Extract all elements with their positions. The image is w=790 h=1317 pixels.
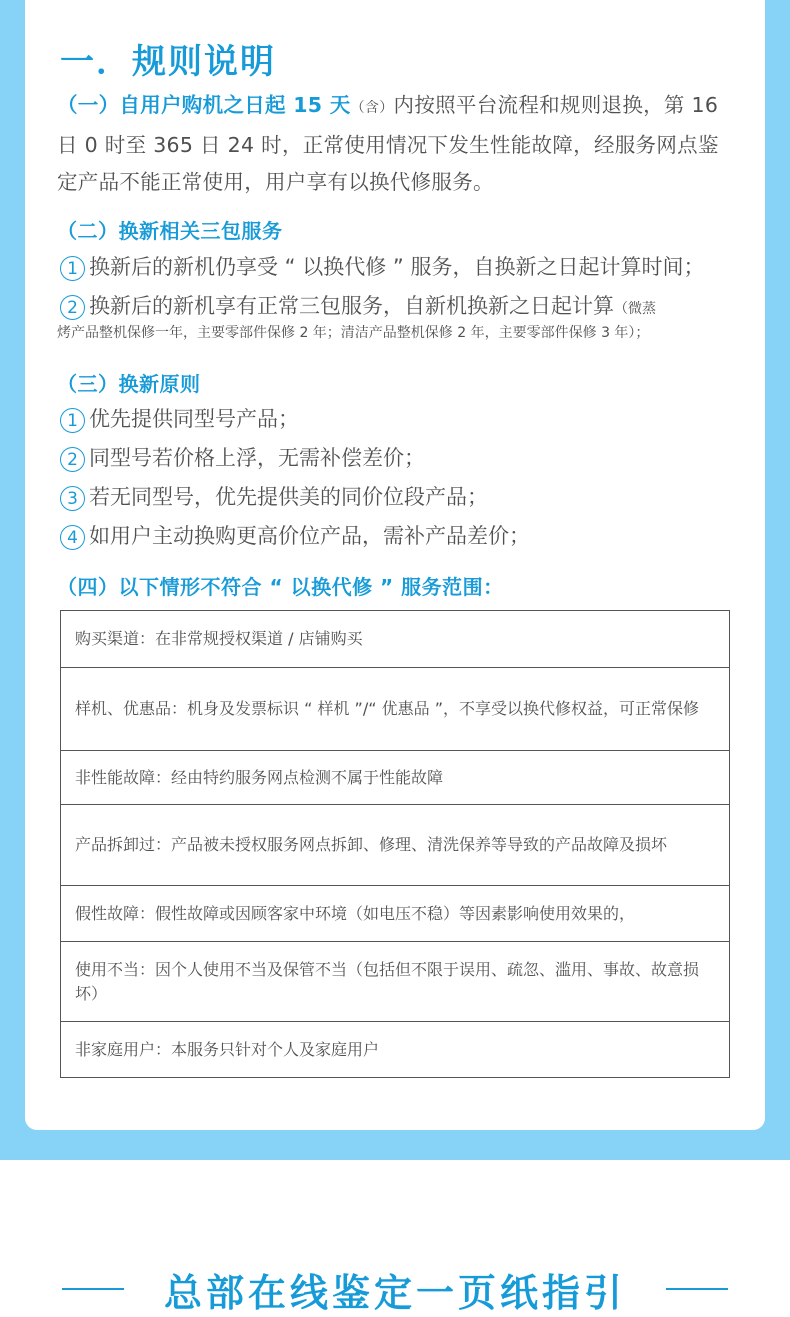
table-row xyxy=(61,611,730,668)
footer-title: 总部在线鉴定一页纸指引 xyxy=(163,1271,626,1315)
part2-note: 烤产品整机保修一年，主要零部件保修 2 年；清洁产品整机保修 2 年，主要零部件保修 3 年）； xyxy=(57,325,650,341)
exclusions-table xyxy=(60,610,730,1078)
table-row xyxy=(61,942,730,1022)
circled-number-2: 2 xyxy=(60,447,85,472)
part3-item-1-text: 优先提供同型号产品； xyxy=(89,407,299,431)
table-cell: 购买渠道：在非常规授权渠道 / 店铺购买 xyxy=(61,611,730,668)
table-row xyxy=(61,886,730,942)
table-row xyxy=(61,805,730,886)
part2-item-1-text: 换新后的新机仍享受 “ 以换代修 ” 服务，自换新之日起计算时间； xyxy=(89,255,705,279)
table-cell: 非家庭用户：本服务只针对个人及家庭用户 xyxy=(61,1022,730,1078)
footer-divider-right xyxy=(666,1288,728,1290)
circled-number-1: 1 xyxy=(60,256,85,281)
table-cell: 产品拆卸过：产品被未授权服务网点拆卸、修理、清洗保养等导致的产品故障及损坏 xyxy=(61,805,730,886)
part2-item-2-text: 换新后的新机享有正常三包服务，自新机换新之日起计算 xyxy=(89,294,614,318)
part3-item-4-text: 如用户主动换购更高价位产品，需补产品差价； xyxy=(89,524,530,548)
circled-number-4: 4 xyxy=(60,525,85,550)
part3-title: （三）换新原则 xyxy=(57,372,201,396)
circled-number-2: 2 xyxy=(60,295,85,320)
part4-title: （四）以下情形不符合 “ 以换代修 ” 服务范围： xyxy=(57,575,504,599)
part3-item-2 xyxy=(60,445,425,472)
part3-item-3 xyxy=(60,484,488,511)
part2-item-2 xyxy=(60,293,656,322)
part1-paragraph xyxy=(57,87,737,201)
part3-item-4 xyxy=(60,523,530,550)
circled-number-1: 1 xyxy=(60,408,85,433)
part1-lead: （一）自用户购机之日起 15 天 xyxy=(57,93,351,117)
section-title: 一．规则说明 xyxy=(60,42,276,82)
table-row xyxy=(61,1022,730,1078)
part3-item-1 xyxy=(60,406,299,433)
part1-text: 内按照平台流程和规则退换，第 16 日 0 时至 365 日 24 时，正常使用情况下发生性能故障，经服务网点鉴定产品不能正常使用，用户享有以换代修服务。 xyxy=(57,93,719,194)
table-cell: 假性故障：假性故障或因顾客家中环境（如电压不稳）等因素影响使用效果的， xyxy=(61,886,730,942)
part2-title: （二）换新相关三包服务 xyxy=(57,219,283,243)
table-cell: 样机、优惠品：机身及发票标识 “ 样机 ”/“ 优惠品 ”，不享受以换代修权益，可正常保修 xyxy=(61,668,730,751)
part2-item-1 xyxy=(60,254,704,281)
table-row xyxy=(61,668,730,751)
circled-number-3: 3 xyxy=(60,486,85,511)
part3-item-3-text: 若无同型号，优先提供美的同价位段产品； xyxy=(89,485,488,509)
table-cell: 使用不当：因个人使用不当及保管不当（包括但不限于误用、疏忽、滥用、事故、故意损坏） xyxy=(61,942,730,1022)
table-cell: 非性能故障：经由特约服务网点检测不属于性能故障 xyxy=(61,751,730,805)
part1-lead-small: （含） xyxy=(350,100,394,116)
part3-item-2-text: 同型号若价格上浮，无需补偿差价； xyxy=(89,446,425,470)
table-row xyxy=(61,751,730,805)
part2-item-2-small: （微蒸 xyxy=(614,301,656,317)
